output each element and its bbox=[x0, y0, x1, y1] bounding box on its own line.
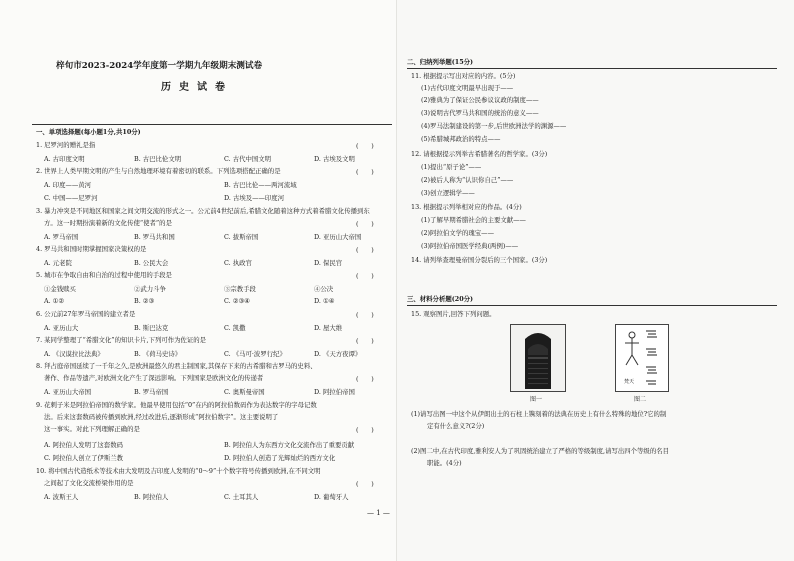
answer-paren: ( ) bbox=[356, 337, 374, 345]
question-10-stem: 10. 将中国古代造纸术等技术由大发明及吉印度人发明的“0～9”十个数字符号传播到欧洲,在不同文明 bbox=[36, 467, 321, 475]
question-1-stem: 1. 尼罗河的赠礼是指 bbox=[36, 141, 96, 149]
question-15-sub-1: (1)请写出图一中这个从伊朗出土的石柱上镌刻着的法典在历史上有什么特殊的地位?它的制 bbox=[411, 410, 667, 418]
question-15-sub-2: (2)图二中,在古代印度,雅利安人为了巩固统治建立了严格的等级制度,请写出四个等级的名目 bbox=[411, 447, 669, 455]
right-page bbox=[397, 0, 794, 561]
option-a: A. 亚历山大 bbox=[44, 324, 79, 332]
option-b: B. 阿拉伯人为东西方文化交流作出了重要贡献 bbox=[224, 441, 355, 449]
fill-blank-line: (4)罗马法制建设的第一步,后世欧洲法学的渊源—— bbox=[421, 122, 567, 130]
option-a: A. 亚历山大帝国 bbox=[44, 388, 92, 396]
option-b: B. 斯巴达克 bbox=[134, 324, 169, 332]
choice-1: ①金钱赎买 bbox=[44, 285, 76, 293]
option-b: B. 阿拉伯人 bbox=[134, 493, 169, 501]
option-a: A. 阿拉伯人发明了这套数码 bbox=[44, 441, 123, 449]
option-a: A. 印度——黄河 bbox=[44, 181, 92, 189]
option-a: A. 古印度文明 bbox=[44, 155, 85, 163]
fill-blank-line: (2)阿拉伯文学的瑰宝—— bbox=[421, 229, 494, 237]
question-3-stem-cont: 方。这一时期扮演着新的文化传使“使者”的是 bbox=[44, 219, 172, 227]
option-c: C. 中国——尼罗河 bbox=[44, 194, 98, 202]
option-c: C. 古代中国文明 bbox=[224, 155, 272, 163]
figure-2-label: 梵天 bbox=[624, 379, 635, 385]
option-b: B. 罗马帝国 bbox=[134, 388, 169, 396]
option-d: D. 古埃及文明 bbox=[314, 155, 355, 163]
section-2-heading: 二、归纳列举题(15分) bbox=[407, 58, 474, 66]
choice-3: ③宗教手段 bbox=[224, 285, 256, 293]
option-a: A. 罗马帝国 bbox=[44, 233, 79, 241]
fill-blank-line: (5)希腊城邦政治的特点—— bbox=[421, 135, 501, 143]
exam-title: 梓旬市2023-2024学年度第一学期九年级期末测试卷 bbox=[56, 61, 263, 71]
question-9-stem-cont: 法。后来这套数码被传播到欧洲,经过改进后,逐渐形成“阿拉伯数字”。这主要说明了 bbox=[44, 413, 279, 421]
question-6-stem: 6. 公元前27年罗马帝国的建立者是 bbox=[36, 310, 136, 318]
option-a: A. 波斯王人 bbox=[44, 493, 79, 501]
question-15-stem: 15. 观察图片,回答下列问题。 bbox=[411, 310, 496, 318]
fill-blank-line: (3)阿拉伯帝国医学经典(两例)—— bbox=[421, 242, 519, 250]
page-number: — 1 — bbox=[367, 509, 390, 517]
section-1-heading: 一、单项选择题(每小题1分,共10分) bbox=[36, 128, 141, 136]
choice-4: ④公决 bbox=[314, 285, 334, 293]
fill-blank-line: (1)古代印度文明最早出现于—— bbox=[421, 84, 514, 92]
section-3-divider bbox=[407, 305, 777, 306]
option-c: C. 《马可·波罗行纪》 bbox=[224, 350, 286, 358]
answer-paren: ( ) bbox=[356, 246, 374, 254]
question-15-sub-2-cont: 职能。(4分) bbox=[427, 459, 462, 467]
option-c: C. 拔斯帝国 bbox=[224, 233, 259, 241]
option-c: C. 凯撒 bbox=[224, 324, 246, 332]
question-10-stem-cont: 之间起了文化交流桥梁作用的是 bbox=[44, 479, 134, 487]
option-d: D. 阿拉伯人创造了光辉灿烂的西方文化 bbox=[224, 454, 336, 462]
fill-blank-line: (2)雅典为了保证公民参议议政的制度—— bbox=[421, 96, 539, 104]
answer-paren: ( ) bbox=[356, 375, 374, 383]
option-b: B. 古巴比伦——两河流域 bbox=[224, 181, 297, 189]
option-d: D. 亚历山大帝国 bbox=[314, 233, 362, 241]
fill-blank-line: (2)被后人称为“认识你自己”—— bbox=[421, 176, 514, 184]
subject-title: 历史试卷 bbox=[161, 82, 233, 93]
question-8-stem: 8. 拜占庭帝国延续了一千年之久,是欧洲最悠久的君主制国家,其保存下来的古希腊和古罗马的史料、 bbox=[36, 362, 317, 370]
answer-paren: ( ) bbox=[356, 272, 374, 280]
option-d: D. ①④ bbox=[314, 297, 335, 305]
question-13-stem: 13. 根据提示列举相对应的作品。(4分) bbox=[411, 203, 522, 211]
option-a: A. 元老院 bbox=[44, 259, 72, 267]
option-d: D. 阿拉伯帝国 bbox=[314, 388, 355, 396]
question-12-stem: 12. 请根据提示列举古希腊著名的哲学家。(3分) bbox=[411, 150, 548, 158]
fill-blank-line: (3)创立逻辑学—— bbox=[421, 189, 475, 197]
option-d: D. 保民官 bbox=[314, 259, 343, 267]
answer-paren: ( ) bbox=[356, 426, 374, 434]
question-4-stem: 4. 罗马共和国时期掌握国家决策权的是 bbox=[36, 245, 147, 253]
answer-paren: ( ) bbox=[356, 168, 374, 176]
answer-paren: ( ) bbox=[356, 311, 374, 319]
option-b: B. ②③ bbox=[134, 297, 155, 305]
answer-paren: ( ) bbox=[356, 220, 374, 228]
option-d: D. 葡萄牙人 bbox=[314, 493, 349, 501]
option-c: C. 阿拉伯人创立了伊斯兰教 bbox=[44, 454, 124, 462]
option-c: C. 土耳其人 bbox=[224, 493, 259, 501]
header-divider bbox=[32, 124, 392, 125]
option-c: C. ②③④ bbox=[224, 297, 250, 305]
fill-blank-line: (1)提出“原子论”—— bbox=[421, 163, 482, 171]
question-3-stem: 3. 暴力冲突是不同地区和国家之间文明交流的形式之一。公元前4世纪前后,希腊文化随着这种方式着希腊文化传播到东 bbox=[36, 207, 370, 215]
question-5-stem: 5. 城市在争取自由和自治的过程中使用的手段是 bbox=[36, 271, 172, 279]
option-d: D. 屋大维 bbox=[314, 324, 343, 332]
figure-2-caption: 图二 bbox=[634, 396, 647, 403]
fill-blank-line: (1)了解早期希腊社会的主要文献—— bbox=[421, 216, 526, 224]
answer-paren: ( ) bbox=[356, 480, 374, 488]
option-c: C. 执政官 bbox=[224, 259, 252, 267]
option-a: A. ①② bbox=[44, 297, 65, 305]
option-b: B. 公民大会 bbox=[134, 259, 169, 267]
question-9-stem-cont2: 这一事实。对此下列理解正确的是 bbox=[44, 425, 140, 433]
question-11-stem: 11. 根据提示写出对应的内容。(5分) bbox=[411, 72, 516, 80]
option-b: B. 罗马共和国 bbox=[134, 233, 175, 241]
fill-blank-line: (3)说明古代罗马共和国的统治的意义—— bbox=[421, 109, 539, 117]
choice-2: ②武力斗争 bbox=[134, 285, 166, 293]
option-a: A. 《汉谟拉比法典》 bbox=[44, 350, 104, 358]
question-9-stem: 9. 花剌子米是阿拉伯帝国的数学家。他最早使用包括“0”在内的阿拉伯数码作为表达数字的字母记数 bbox=[36, 401, 317, 409]
option-b: B. 《荷马史诗》 bbox=[134, 350, 182, 358]
section-2-divider bbox=[407, 68, 777, 69]
option-c: C. 奥斯曼帝国 bbox=[224, 388, 265, 396]
figure-1-stele bbox=[510, 324, 566, 392]
question-8-stem-cont: 著作、作品等遗产,对欧洲文化产生了深远影响。下列国家是欧洲文化的传递者 bbox=[44, 374, 264, 382]
question-7-stem: 7. 某同学整理了“希腊文化”的知识卡片,下列可作为佐证的是 bbox=[36, 336, 207, 344]
question-15-sub-1-cont: 定有什么意义?(2分) bbox=[427, 422, 485, 430]
question-14-stem: 14. 请列举查理曼帝国分裂后的三个国家。(3分) bbox=[411, 256, 548, 264]
option-d: D. 古埃及——印度河 bbox=[224, 194, 285, 202]
option-d: D. 《天方夜谭》 bbox=[314, 350, 362, 358]
answer-paren: ( ) bbox=[356, 142, 374, 150]
question-2-stem: 2. 世界上人类早期文明的产生与自然地理环境有着密切的联系。下列选项搭配正确的是 bbox=[36, 167, 281, 175]
stele-image bbox=[511, 325, 565, 391]
section-3-heading: 三、材料分析题(20分) bbox=[407, 295, 474, 303]
option-b: B. 古巴比伦文明 bbox=[134, 155, 182, 163]
figure-1-caption: 图一 bbox=[530, 396, 543, 403]
